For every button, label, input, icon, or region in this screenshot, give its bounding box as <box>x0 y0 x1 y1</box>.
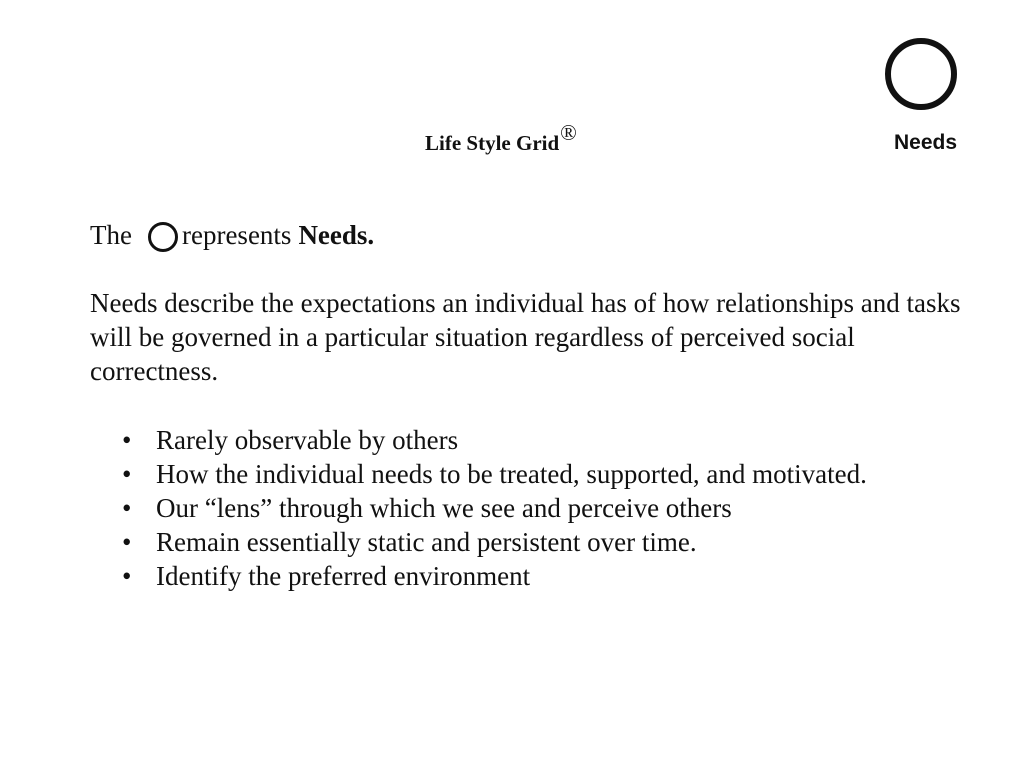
needs-description: Needs describe the expectations an individual has of how relationships and tasks will be governed in a particular situation regardless of perceived social correctness. <box>90 288 961 386</box>
bullet-icon: • <box>122 561 132 591</box>
bullet-icon: • <box>122 493 132 523</box>
list-item-text: How the individual needs to be treated, supported, and motivated. <box>156 459 867 489</box>
circle-outline-icon <box>148 222 178 252</box>
list-item <box>120 525 1000 559</box>
list-item <box>120 491 1000 525</box>
list-item-text: Remain essentially static and persistent over time. <box>156 527 697 557</box>
needs-circle-icon <box>885 38 957 110</box>
bullet-icon: • <box>122 459 132 489</box>
slide-title <box>425 120 577 156</box>
intro-emphasis: Needs. <box>298 220 375 250</box>
list-item-text: Rarely observable by others <box>156 425 459 455</box>
list-item <box>120 423 1000 457</box>
slide-title-text: Life Style Grid <box>425 131 560 155</box>
intro-sentence <box>90 218 374 252</box>
bullet-icon: • <box>122 527 132 557</box>
list-item <box>120 559 1000 593</box>
intro-middle: represents <box>181 220 292 250</box>
bullet-icon: • <box>122 425 132 455</box>
intro-prefix: The <box>90 220 132 250</box>
list-item-text: Identify the preferred environment <box>156 561 531 591</box>
bullet-list <box>120 423 1000 593</box>
list-item-text: Our “lens” through which we see and perceive others <box>156 493 732 523</box>
registered-mark: ® <box>560 120 577 145</box>
list-item <box>120 457 1000 491</box>
needs-corner-label: Needs <box>894 131 958 154</box>
